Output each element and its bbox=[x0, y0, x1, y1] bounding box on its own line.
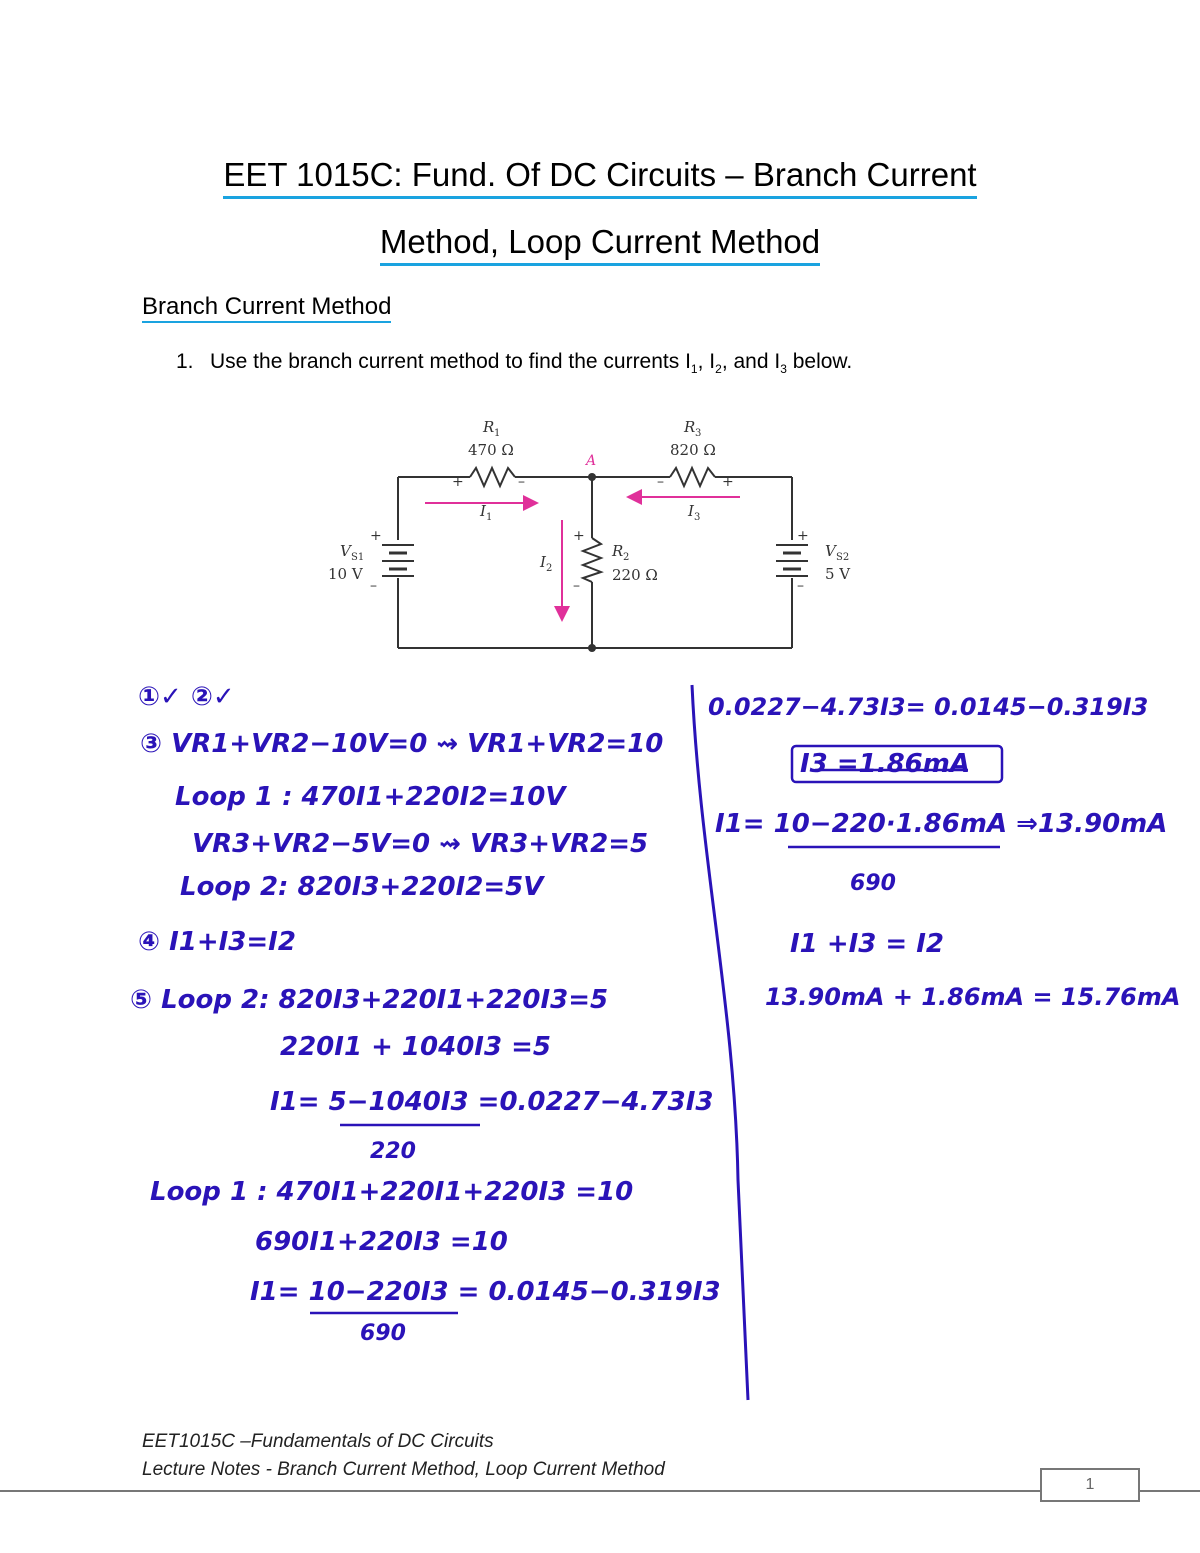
r3-resistor-symbol bbox=[670, 468, 715, 486]
hw-right-line-5: I1 +I3 = I2 bbox=[790, 929, 945, 959]
vs1-sub: S1 bbox=[351, 552, 365, 563]
page-title-line-1 bbox=[0, 155, 1200, 199]
i2-name: I bbox=[540, 553, 546, 571]
vs1-plus: + bbox=[370, 528, 382, 544]
section-heading bbox=[142, 292, 391, 322]
node-a-dot bbox=[588, 473, 596, 481]
hw-left-line-7: ⑤ Loop 2: 820I3+220I1+220I3=5 bbox=[130, 985, 609, 1015]
vs1-minus: – bbox=[370, 578, 377, 594]
question-sub-3: 3 bbox=[780, 362, 787, 377]
question-sub-1: 1 bbox=[690, 362, 698, 377]
vs2-plus: + bbox=[797, 528, 809, 544]
hw-left-line-1: ①✓ ②✓ bbox=[138, 682, 235, 712]
r1-plus: + bbox=[452, 474, 464, 490]
hw-right-line-3: I1= 10−220·1.86mA ⇒13.90mA bbox=[715, 809, 1168, 839]
hw-left-line-2: ③ VR1+VR2−10V=0 ⇝ VR1+VR2=10 bbox=[140, 729, 664, 759]
r3-value: 820 Ω bbox=[670, 441, 716, 459]
question-sep-1: , I bbox=[697, 350, 716, 373]
r1-resistor-symbol bbox=[470, 468, 515, 486]
vs2-value: 5 V bbox=[825, 565, 851, 583]
vs2-sub: S2 bbox=[836, 552, 850, 563]
hw-left-line-11: Loop 1 : 470I1+220I1+220I3 =10 bbox=[150, 1177, 634, 1207]
node-a-label: A bbox=[586, 453, 597, 469]
vs2-battery-symbol bbox=[776, 545, 808, 576]
hw-left-line-14: 690 bbox=[360, 1321, 406, 1346]
question-sep-2: , and I bbox=[721, 350, 781, 373]
r1-value: 470 Ω bbox=[468, 441, 514, 459]
vs2-name: V bbox=[825, 542, 836, 560]
hw-right-line-4: 690 bbox=[850, 871, 896, 896]
hw-left-line-4: VR3+VR2−5V=0 ⇝ VR3+VR2=5 bbox=[192, 829, 649, 859]
hw-right-line-6: 13.90mA + 1.86mA = 15.76mA bbox=[765, 983, 1181, 1011]
i3-sub: 3 bbox=[694, 512, 701, 523]
question-1 bbox=[176, 348, 852, 383]
r2-value: 220 Ω bbox=[612, 566, 658, 584]
i2-sub: 2 bbox=[546, 563, 553, 574]
r1-sub: 1 bbox=[494, 428, 501, 439]
hw-left-line-9: I1= 5−1040I3 =0.0227−4.73I3 bbox=[270, 1087, 714, 1117]
r1-minus: – bbox=[518, 474, 525, 490]
vs1-battery-symbol bbox=[382, 545, 414, 576]
hw-left-line-10: 220 bbox=[370, 1139, 416, 1164]
hw-left-line-5: Loop 2: 820I3+220I2=5V bbox=[180, 872, 544, 902]
r2-sub: 2 bbox=[623, 552, 630, 563]
vs1-value: 10 V bbox=[328, 565, 363, 583]
handwritten-notes bbox=[0, 660, 1200, 1420]
hw-left-line-3: Loop 1 : 470I1+220I2=10V bbox=[175, 782, 566, 812]
bottom-node-dot bbox=[588, 644, 596, 652]
r1-name: R bbox=[483, 418, 495, 436]
question-text: Use the branch current method to find the currents I bbox=[210, 350, 691, 373]
hw-left-line-13: I1= 10−220I3 = 0.0145−0.319I3 bbox=[250, 1277, 721, 1307]
hw-left-line-12: 690I1+220I3 =10 bbox=[255, 1227, 508, 1257]
r3-minus: – bbox=[657, 474, 664, 490]
i1-name: I bbox=[480, 502, 486, 520]
page-number: 1 bbox=[1040, 1468, 1140, 1502]
hw-right-line-1: 0.0227−4.73I3= 0.0145−0.319I3 bbox=[708, 693, 1149, 721]
hw-left-line-8: 220I1 + 1040I3 =5 bbox=[280, 1032, 551, 1062]
page-title-text-1: EET 1015C: Fund. Of DC Circuits – Branch Current bbox=[223, 155, 976, 199]
r2-plus: + bbox=[573, 528, 585, 544]
vs1-name: V bbox=[340, 542, 351, 560]
question-sub-2: 2 bbox=[715, 362, 722, 377]
hw-right-line-2: I3 =1.86mA bbox=[800, 749, 970, 779]
question-number: 1. bbox=[176, 350, 194, 373]
r3-name: R bbox=[684, 418, 696, 436]
r3-sub: 3 bbox=[695, 428, 702, 439]
page-title-text-2: Method, Loop Current Method bbox=[380, 222, 820, 266]
footer-lecture: Lecture Notes - Branch Current Method, Loop Current Method bbox=[142, 1459, 665, 1480]
i1-sub: 1 bbox=[486, 512, 493, 523]
vs2-minus: – bbox=[797, 578, 804, 594]
r2-resistor-symbol bbox=[583, 538, 601, 582]
r2-minus: – bbox=[573, 578, 580, 594]
i3-name: I bbox=[688, 502, 694, 520]
r3-plus: + bbox=[722, 474, 734, 490]
r2-name: R bbox=[612, 542, 624, 560]
section-heading-text: Branch Current Method bbox=[142, 293, 391, 323]
circuit-diagram bbox=[320, 410, 880, 660]
page-title-line-2 bbox=[0, 222, 1200, 266]
question-text-end: below. bbox=[786, 350, 853, 373]
footer-course: EET1015C –Fundamentals of DC Circuits bbox=[142, 1431, 494, 1452]
hw-left-line-6: ④ I1+I3=I2 bbox=[138, 927, 296, 957]
footer-rule bbox=[0, 1490, 1200, 1492]
